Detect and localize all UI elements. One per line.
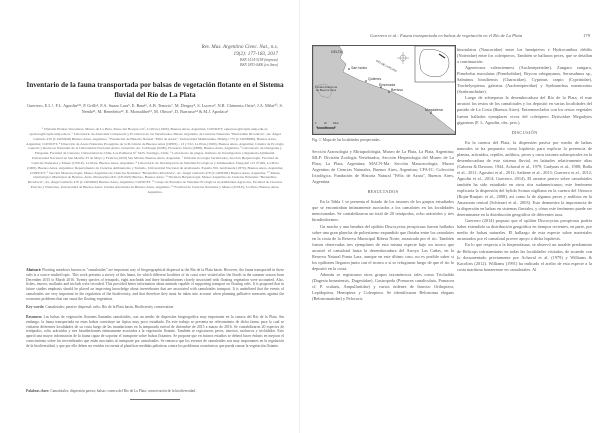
- author-list: Guerrero, E.L.¹, F.L. Agnolin¹²³, P. Grilli⁴, F.A. Suazo Lara⁵, E. Bené⁶, A.B. Tenorio⁷, M. Derguy⁸, S. Lucero⁹, N.R. Chimento Ortiz², J.A. Milat¹⁰, S. Nenda¹¹, M. Benedetto¹², E. Montalibet¹³, M. Olmos¹, D. Barrasso¹⁴ & M.J. Apodaca¹: [27, 103, 283, 115]
- scale-0: 0: [315, 122, 317, 125]
- map-label-delta: DELTA: [331, 50, 343, 54]
- resumen: [26, 315, 284, 348]
- issn-online: ISSN 1853-0400 (en línea): [239, 63, 278, 67]
- keywords: [26, 305, 284, 309]
- column-right: [457, 47, 592, 273]
- resultados-heading: RESULTADOS: [367, 189, 399, 195]
- abstract-label: Abstract:: [26, 268, 42, 272]
- resumen-text: Las balsas de vegetación flotantes llamadas camalotales, son un medio de dispersión biogeográfica muy importante en la cuenca del Río de la Plata. Sin embargo, la fauna transportada en estas balsas constituye un tópico muy poco estudiado. En este trabajo se presenta un relevamiento de dicha fauna, para lo cual se visitaron diferentes localidades de su costa luego de las inundaciones en la temporada estival de diciembre de 2015 a marzo de 2016. Se contabilizaron 20 especies de tetrápodos, ocho arácnidos y tres hirudiniformes íntimamente asociados a la vegetación flotante. También se registraron, peces, insectos, moluscos y tricládidos. Esto aportó una mayor información de la fauna capaz de soportar el transporte sobre balsas flotantes. Se propone que en futuros estudios se deberá hacer énfasis en mejorar el conocimiento sobre los invertebrados que están asociados al transporte por camalotales. Se remarca que los eventos de camalotales son muy importantes en la regulación de la biodiversidad, y que por ello deben ser tenidos en cuenta al planificar medidas paliativas contra los problemas económicos que pueda causar la vegetación flotante.: [26, 315, 284, 348]
- resumen-label: Resumen:: [26, 315, 43, 319]
- species-name: Discocyrtus prospicuus: [384, 223, 426, 229]
- paragraph-continued: binotulatus (Naucoridae) entre los hemípteros e Hydrocanthus debilis (Noteridae) entre los coleópteros. También se hallaron peces, que se detallan a continuación.: [457, 47, 592, 65]
- journal-volume: 19(2): 177-183, 2017: [233, 51, 278, 57]
- discusion-paragraph-2: Guerrero (2014) propuso que el opilión Discocyrtus prospicuus podría haber extendido su distribución geográfica en tiempos recientes, en parte, por medio de balsas naturales. El hallazgo de esta especie sobre materiales arrastrados por el camalotal provee apoyo a dicha hipótesis.: [457, 218, 592, 242]
- map-label-magdalena: Magdalena: [425, 108, 443, 112]
- column-left: [312, 149, 454, 302]
- scale-40: 40km: [333, 122, 339, 125]
- page-number: 179: [583, 33, 590, 38]
- palabras-label: Palabras clave:: [26, 389, 50, 393]
- keywords-label: Key words:: [26, 305, 45, 309]
- issn-print: ISSN 1514-5158 (impresa): [239, 58, 278, 62]
- abbreviations-paragraph: Sección Aracnología y Miriapodología, Museo de La Plata, La Plata, Argentina; MLP: División Zoología Vertebrados, Sección Herpetología del Museo de La Plata, La Plata, Argentina; MACN-Ma: Sección Mastozoología, Museo Argentino de Ciencias Naturales, Buenos Aires, Argentina; CFA-IC: Colección Ictiológica, Fundación de Historia Natural "Félix de Azara", Buenos Aires, Argentina.: [312, 149, 454, 185]
- scale-20: 20: [324, 122, 327, 125]
- resultados-paragraph-2: [312, 224, 454, 272]
- journal-name: Rev. Mus. Argentino Cienc. Nat., n.s.: [201, 44, 278, 50]
- map-label-ensenada: Ensenada: [379, 83, 396, 87]
- abstract-text: Floating meadows known as "camalotales" are important way of biogeographical dispersal at the Río de la Plata basin. However, the fauna transported in these rafts is a scarce studied topic. This work presents a survey of this fauna, for which different localities of its coast were visited after the floods in the summer season from December 2015 to March 2016. Twenty species of tetrapods, eight arachnids and three hirudiniformes closely associated with floating vegetation were accounted. Also, fishes, insects, mollusks and triclads were recorded. This provided better information about animals capable of supporting transport on floating rafts. It is proposed that in future studies emphasis should be placed on improving knowledge about invertebrates that are associated with camalotales transport. It is underlined that the events of camalotales are very important in the regulation of the biodiversity, and that therefore they must be taken into account when planning palliative measures against the economic problems that can cause the floating vegetation.: [26, 268, 284, 301]
- map-label-river: RÍO DE LA PLATA: [375, 58, 398, 74]
- palabras-text: Camalotales; dispersión pasiva; balsas; cuenca del Río de La Plata; conservación de la biodiversidad.: [50, 389, 196, 393]
- resultados-paragraph-3: Además se registraron otros grupos taxonómicos tales como Tricladida (Dugesia bonariensis, Dugesiidae), Gastropoda (Pomacea canaliculata, Pomacea cf. P. scalaris, Ampullariidae) y varios órdenes de Insecta: Orthoptera, Lepidoptera, Hemiptera y Coleoptera. Se identificaron Belostoma elegans (Belostomatidae) y Pelocoris: [312, 271, 454, 302]
- palabras-clave: [26, 389, 284, 393]
- text-span: fueron hallados sobre una gran plancha de poliestireno expandido que flotaba entre los camalotes en la costa de la Reserva Municipal Ribera Norte, arrastrada por el río. También fueron observadas tres ejemplares de esta misma especie bajo un tronco que arrastró el camalotal hasta la desembocadura del Arroyo Las Cañas, en la Reserva Natural Punta Lara, aunque en este último caso, no es posible saber si los opiliones llegaron junto con el tronco o si se refugiaron luego de que el río lo depositó en la costa.: [312, 223, 455, 271]
- figure-caption: Fig. 1. Mapa de las localidades prospectadas.: [312, 138, 381, 142]
- map-label-quilmes: Quilmes: [368, 77, 382, 81]
- discusion-paragraph-3: En lo que respecta a la herpetofauna, se observó un notable predominio de Helicops infrataeniatus en todas las localidades visitadas, de acuerdo con lo documentado previamente por Achaval et al. (1979) y Williams & Kacoliris (2012). Williams (1991) ha indicado el arribo de esta especie a la costa marítima bonaerense en camalotales. Al: [457, 242, 592, 272]
- right-page: [300, 0, 600, 433]
- resultados-paragraph-1: En la Tabla 1 se presenta el listado de los taxones de los grupos estudiados que se encontraban íntimamente asociados a los camalotes en las localidades mencionadas. Se contabilizaron un total de 20 tetrápodos, ocho arácnidos y tres hirudiniformes.: [312, 199, 454, 223]
- section-divider: [130, 399, 180, 400]
- affiliations: ¹ División Plantas Vasculares, Museo de La Plata, Paseo del Bosque s/n°, La Plata (1900), Buenos Aires, Argentina; CONICET; eguerrero@fcnym.unlp.edu.ar; apodaca@fcnym.unlp.edu.ar. ² Laboratorio de Anatomía Comparada y Evolución de los Vertebrados, Museo Argentino de Ciencias Naturales "Bernardino Rivadavia", Av. Ángel Gallardo 470 (C1405DJR) Buenos Aires, Argentina. ³ Fundación de Historia Natural "Félix de Azara", Universidad Maimónides, Hidalgo 775 (C1405BDB), Buenos Aires, Argentina; CONICET. ⁴ Dirección de Áreas Naturales Protegidas de la Provincia de Buenos Aires (OPDS) - 13 y 532, La Plata (1900), Buenos Aires, Argentina; Cátedra de Ecología General y Recursos Naturales de la Universidad Nacional Arturo Jauretche. Av. Calchaquí (6200), Florencio Varela (1888), Buenos Aires, Argentina. ⁵ Laboratorio de Ontogenia y Filogenia, Facultad de Ciencias, Universidad de Chile. Las Palmeras Nº 3425, Santiago, Chile. ⁶ Laboratorio de plagas. Instituto de Investigación e Ingeniería Ambiental. Universidad Nacional de San Martín, 25 de Mayo y Francia (1650) San Martín, Buenos Aires, Argentina. ⁷ División Zoología Vertebrados, Sección Herpetología. Facultad de Ciencias Naturales y Museo (UNLP), La Plata, Buenos Aires, Argentina. ⁸ Laboratorio de Investigación de Sistemas Ecológicos y Ambientales. Diagonal 113 Nº469, La Plata (1900), Buenos Aires, Argentina; Departamento de Ciencias Ambientales y Turismo, Universidad Nacional de Avellaneda. España 350. Avellaneda (1870), Buenos Aires, Argentina; CONICET. ⁹ Sección Mastozoología, Museo Argentino de Ciencias Naturales "Bernardino Rivadavia", Av. Ángel Gallardo 470 (C1405DJR) Buenos Aires, Argentina. ¹⁰ Museo Ornitológico Municipal de Berisso, Avda. Montevideo 821 (CP1923) Berisso, Buenos Aires. ¹¹ División Herpetología, Museo Argentino de Ciencias Naturales "Bernardino Rivadavia", Av. Ángel Gallardo 470 (C1405DJR) Buenos Aires, Argentina; CONICET. ¹² Grupo de Estudios de Sistemas Ecológicos en Ambientes Agrícolas, Facultad de Ciencias Exactas y Naturales, Universidad de Buenos Aires. Ciudad Autónoma de Buenos Aires, Argentina. ¹³ Facultad de Ciencias Naturales y Museo (UNLP), La Plata, Buenos Aires, Argentina.: [26, 127, 284, 194]
- running-head: [370, 33, 590, 38]
- text-span: Un macho y una hembra del opilión: [320, 223, 385, 229]
- map-label-caba: Ciudad Autónoma de Buenos Aires: [314, 85, 338, 93]
- discusion-heading: DISCUSIÓN: [511, 129, 538, 135]
- journal-citation: [118, 44, 278, 68]
- locality-map: [312, 45, 456, 135]
- running-head-text: Guerrero et al.: Fauna transportada en balsas de vegetación en el Río de La Plata: [370, 33, 523, 38]
- map-label-san-isidro: San Isidro: [351, 66, 368, 70]
- discusion-paragraph-1: En la cuenca del Plata, la dispersión pasiva por medio de balsas naturales se ha propuesto como hipótesis para explicar la presencia de plantas, arácnidos, reptiles, anfibios, peces y otros taxones subtropicales en la desembocadura de este sistema fluvial, en latitudes relativamente altas (Cabrera & Dawson, 1944, Achaval et al., 1979; Gudynas et al., 1988; Bulla et al., 2011; Agostini et al., 2012; Saibene et al., 2013; Guerrero et al., 2012; Agnolin et al., 2014; Guerrero, 2014). El arrastre pasivo sobre camalotales también ha sido estudiado en otros ríos sudamericanos; este fenómeno explicaría la dispersión del hylido Scinax nigiliana en la cuenca del Orinoco (Rojas-Runjaic et al., 2008), así como la de algunos peces y anfibios en la Amazonia central (Schiesari et al., 2003). Esto demuestra la importancia de la dispersión en balsas en sistemas fluviales, y cómo este fenómeno puede ser determinante en la distribución geográfica de diferentes taxa.: [457, 139, 592, 218]
- abstract: [26, 268, 284, 301]
- keywords-text: Camalotales; passive dispersal; rafts; Río de la Plata basin; Biodiversity conservation.: [45, 305, 175, 309]
- map-label-berisso: Berisso: [391, 88, 403, 92]
- fish-list-paragraph: Ageneiosus valenciennesi (Auchenipteridae), Zungaro zungaro, Pimelodus maculatus (Pimelodidae), Brycon orbignyanus, Serrasalmus sp., Salminus brasiliensis (Characidae), Cyprinus carpio (Cyprinidae), Trachelyopterus galeatus (Auchenipteridae) y Synbranchus marmoratus (Synbranchidae).: [457, 65, 592, 95]
- article-title: Inventario de la fauna transportada por balsas de vegetación flotante en el Sistema fluvial del Río de La Plata: [26, 80, 284, 99]
- la-costa-paragraph: Luego de sobrepasar la desembocadura del Río de la Plata, el mar arrastró los restos de los camalotales y los depositó en varias localidades del partido de La Costa (Buenos Aires). Entremezclados con los restos vegetales fueron hallados ejemplares vivos del coleóptero Dytiscidae Megadytes giganteus (F. L. Agnolin, obs. pers.).: [457, 95, 592, 125]
